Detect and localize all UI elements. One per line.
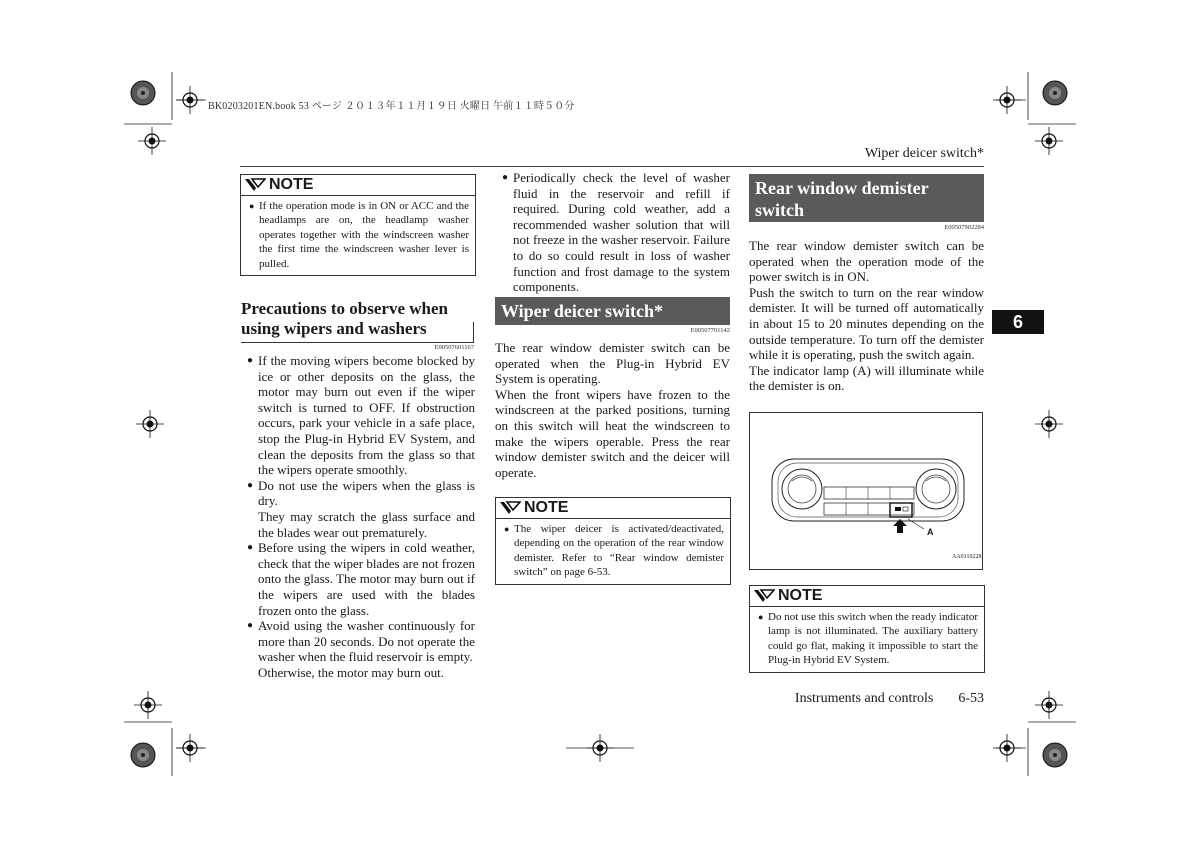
header-rule (240, 166, 984, 167)
bullet-icon: ● (758, 612, 764, 622)
paragraph: The rear window demister switch can be operated when the operation mode of the power switch is in ON. (749, 238, 984, 285)
bullet-icon: ● (249, 201, 255, 211)
section-heading-wiper-deicer: Wiper deicer switch* (495, 297, 730, 325)
page-number: 6-53 (958, 691, 984, 706)
bullet-icon: ● (504, 524, 510, 534)
note-item (758, 610, 978, 668)
list-item-text: If the moving wipers become blocked by ice or other deposits on the glass, the motor may burn out even if the wiper switch is turned to OFF. If obstruction occurs, park your vehicle in a safe place, stop the Plug-in Hybrid EV System, and clean the deposits from the glass so that the wipers operate smoothly. (258, 353, 475, 478)
list-item (502, 170, 730, 295)
note-header (241, 175, 475, 196)
paragraph: The rear window demister switch can be operated when the Plug-in Hybrid EV System is operating. (495, 340, 730, 387)
list-item (247, 540, 475, 618)
bullet-icon: ● (247, 620, 254, 632)
note-box-col3 (749, 585, 985, 673)
note-item-text: The wiper deicer is activated/deactivated, depending on the operation of the rear window demister. Refer to “Rear window demister switch” on page 6-53. (514, 523, 724, 579)
chapter-tab: 6 (992, 310, 1044, 334)
note-item (504, 522, 724, 580)
note-label: NOTE (524, 499, 569, 516)
print-file-info: BK0203201EN.book 53 ページ ２０１３年１１月１９日 火曜日 午前１１時５０分 (208, 101, 575, 112)
figure-code: AA0110228 (952, 554, 982, 560)
list-item-continuation: They may scratch the glass surface and the blades wear out prematurely. (258, 508, 475, 540)
heading-rule (241, 322, 474, 343)
section-code: E00507601167 (434, 344, 474, 351)
bullet-icon: ● (247, 355, 254, 366)
note-box-col1 (240, 174, 476, 276)
note-header (496, 498, 730, 519)
list-item-line: Avoid using the washer continuously for more than 20 seconds. Do not operate the washer when the fluid reservoir is empty. (258, 618, 475, 665)
precautions-list (247, 353, 475, 680)
list-item-text: Before using the wipers in cold weather, check that the wiper blades are not frozen onto the glass. The motor may burn out if the wipers are used with the blades frozen onto the glass. (258, 540, 475, 618)
figure-callout-a: A (927, 527, 934, 537)
note-label: NOTE (269, 176, 314, 193)
note-box-col2 (495, 497, 731, 585)
paragraph: Push the switch to turn on the rear window demister. It will be turned off automatically in about 15 to 20 minutes depending on the outside temperature. To turn off the demister while it is operating, push the switch again. (749, 284, 984, 363)
rear-demister-text (749, 238, 984, 394)
list-item-continuation: Otherwise, the motor may burn out. (258, 664, 444, 680)
list-item-text (258, 478, 475, 540)
note-icon (244, 178, 266, 192)
page-footer (795, 691, 984, 707)
note-icon (753, 589, 775, 603)
section-heading-rear-demister: Rear window demister switch (749, 174, 984, 222)
note-item-text: Do not use this switch when the ready indicator lamp is not illuminated. The auxiliary battery could go flat, making it impossible to start the Plug-in Hybrid EV System. (768, 611, 978, 667)
note-icon (499, 501, 521, 515)
list-item (247, 353, 475, 478)
list-item-text (258, 618, 475, 680)
section-code: E00507701142 (690, 327, 730, 334)
list-item (247, 618, 475, 680)
wiper-deicer-text (495, 340, 730, 480)
note-item (249, 199, 469, 271)
bullet-icon: ● (247, 479, 254, 491)
note-item-text: If the operation mode is in ON or ACC and the headlamps are on, the headlamp washer operates together with the windscreen washer the first time the windscreen washer lever is pulled. (259, 200, 469, 270)
bullet-icon: ● (502, 172, 509, 183)
washer-fluid-item (502, 170, 730, 295)
control-panel-figure (749, 412, 983, 570)
running-head: Wiper deicer switch* (864, 146, 984, 161)
paragraph: When the front wipers have frozen to the windscreen at the parked positions, turning on this switch will heat the windscreen to make the wipers operable. Press the rear window demister switch and the deicer will operate. (495, 386, 730, 480)
section-code: E00507902284 (944, 224, 984, 231)
bullet-icon: ● (247, 542, 254, 554)
list-item-text: Periodically check the level of washer fluid in the reservoir and refill if required. During cold weather, add a recommended washer solution that will not freeze in the washer reservoir. Failure to do so could result in loss of washer function and frost damage to the system components. (513, 170, 730, 295)
footer-section: Instruments and controls (794, 691, 934, 706)
note-header (750, 586, 984, 607)
paragraph: The indicator lamp (A) will illuminate while the demister is on. (749, 362, 984, 394)
list-item (247, 478, 475, 540)
note-label: NOTE (778, 587, 823, 604)
section-heading-precautions: Precautions to observe when using wipers and washers (241, 299, 448, 338)
control-panel-illustration (750, 413, 982, 569)
list-item-line: Do not use the wipers when the glass is dry. (258, 477, 475, 509)
